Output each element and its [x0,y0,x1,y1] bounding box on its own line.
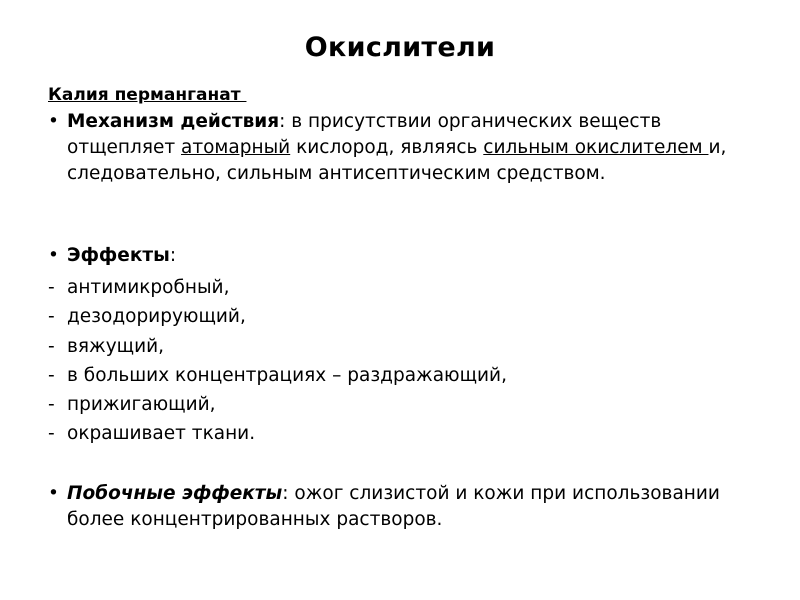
side-effects-bullet [48,481,768,533]
side-effects-text [67,481,768,533]
effect-text: дезодорирующий, [67,306,246,327]
effect-item-5 [48,392,768,418]
dash-marker: - [48,365,55,386]
effect-item-1 [48,275,768,301]
mechanism-bullet [48,109,768,187]
side-effects-colon: : [282,483,295,504]
effects-colon: : [169,245,177,266]
effect-text: прижигающий, [67,394,216,415]
bullet-marker: • [48,483,59,504]
effect-text: антимикробный, [67,277,230,298]
dash-marker: - [48,277,55,298]
dash-marker: - [48,423,55,444]
slide-subtitle: Калия перманганат [48,85,247,105]
effect-item-2 [48,304,768,330]
effect-text: вяжущий, [67,336,164,357]
effect-text: окрашивает ткани. [67,423,256,444]
slide-title: Окислители [304,32,496,63]
side-effects-body: ожог слизистой и кожи при использовании более концентрированных растворов. [67,483,720,530]
dash-marker: - [48,336,55,357]
mechanism-text-2: кислород, являясь [290,137,484,158]
effect-item-3 [48,334,768,360]
effects-bullet [48,243,768,269]
effects-heading [67,243,768,269]
side-effects-label: Побочные эффекты [67,483,283,504]
bullet-marker: • [48,245,59,266]
mechanism-text-3: и, следовательно, сильным антисептическим средством. [67,137,727,184]
bullet-marker: • [48,111,59,132]
link-strong-oxidizer[interactable]: сильным окислителем [483,137,709,158]
effect-item-4 [48,363,768,389]
effect-item-6 [48,421,768,447]
mechanism-text-1: в присутствии органических веществ отщепляет [67,111,662,158]
dash-marker: - [48,306,55,327]
mechanism-text [67,109,768,187]
mechanism-label: Механизм действия [67,111,280,132]
dash-marker: - [48,394,55,415]
effects-label: Эффекты [67,245,170,266]
link-atomic[interactable]: атомарный [181,137,291,158]
mechanism-colon: : [279,111,292,132]
effect-text: в больших концентрациях – раздражающий, [67,365,507,386]
